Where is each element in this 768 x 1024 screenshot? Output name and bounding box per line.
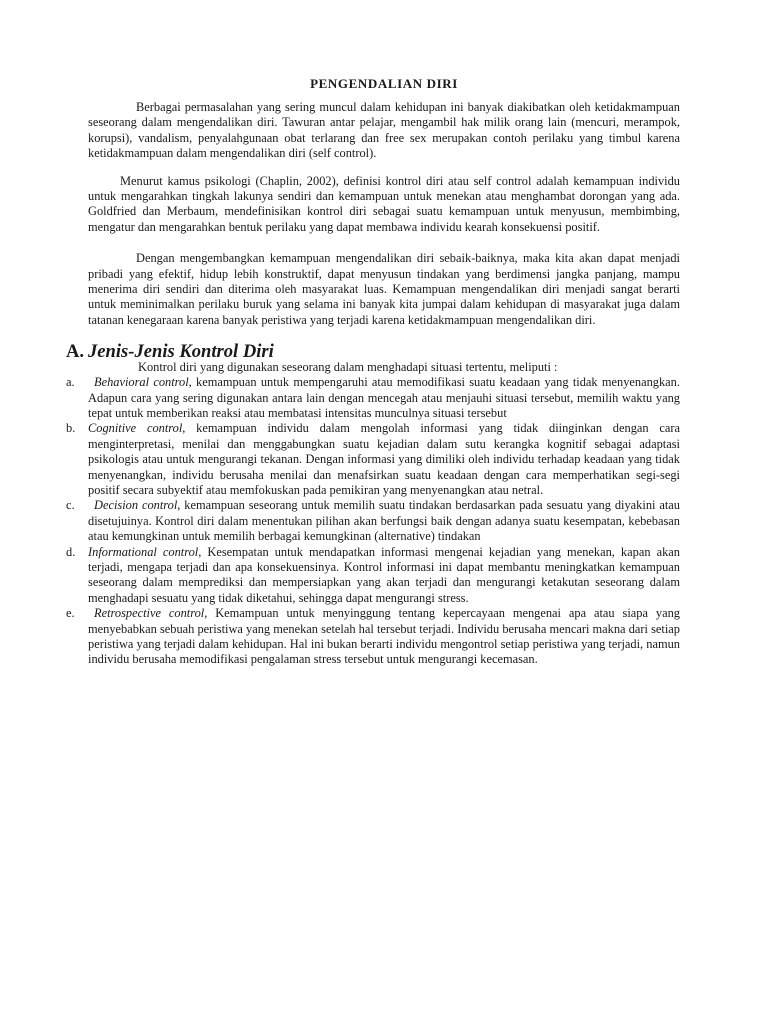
paragraph-intro: Berbagai permasalahan yang sering muncul dalam kehidupan ini banyak diakibatkan oleh ketidakmampuan seseorang dalam mengendalikan diri. Tawuran antar pelajar, mengambil hak milik orang lain (mencuri, merampok, korupsi), vandalism, penyalahgunaan obat terlarang dan free sex merupakan contoh perilaku yang timbul karena ketidakmampuan dalam mengendalikan diri (self control). — [88, 100, 680, 161]
paragraph-benefits: Dengan mengembangkan kemampuan mengendalikan diri sebaik-baiknya, maka kita akan dapat menjadi pribadi yang efektif, hidup lebih konstruktif, dapat menyusun tindakan yang berdimensi jangka panjang, mampu menerima diri sendiri dan diterima oleh masyarakat luas. Kemampuan mengendalikan diri menjadi sangat berarti untuk meminimalkan perilaku buruk yang selama ini banyak kita jumpai dalam kehidupan di masyarakat juga dalam tatanan kenegaraan karena banyak peristiwa yang terjadi karena ketidakmampuan mengendalikan diri. — [88, 251, 680, 327]
section-heading-text: Jenis-Jenis Kontrol Diri — [88, 341, 274, 363]
list-item-term: Informational control — [88, 544, 199, 559]
list-item-letter: d. — [66, 544, 76, 559]
list-item-text: , Kesempatan untuk mendapatkan informasi mengenai kejadian yang menekan, kapan akan terjadi, mengapa terjadi dan apa konsekuensinya. Kontrol informasi ini dapat membantu meningkatkan kemampuan seseorang dalam memprediksi dan mempersiapkan yang akan terjadi dan mengurangi ketakutan seseorang dalam menghadapi sesuatu yang tidak diketahui, sehingga dapat mengurangi stress. — [88, 544, 680, 605]
paragraph-definition: Menurut kamus psikologi (Chaplin, 2002), definisi kontrol diri atau self control adalah kemampuan individu untuk mengarahkan tingkah lakunya sendiri dan kemampuan untuk menekan atau menghambat dorongan yang ada. Goldfried dan Merbaum, mendefinisikan kontrol diri sebagai suatu kemampuan untuk menyusun, membimbing, mengatur dan mengarahkan bentuk perilaku yang dapat membawa individu kearah konsekuensi positif. — [88, 173, 680, 234]
list-item-term: Behavioral control — [94, 375, 189, 390]
list-item-behavioral — [66, 375, 680, 421]
list-item-informational — [66, 544, 680, 607]
control-type-list — [66, 375, 680, 668]
document-title: PENGENDALIAN DIRI — [310, 76, 458, 91]
list-item-letter: c. — [66, 498, 75, 513]
list-item-cognitive — [66, 421, 680, 498]
list-item-retrospective — [66, 606, 680, 668]
section-letter: A. — [66, 341, 85, 363]
section-heading — [66, 341, 680, 363]
list-item-term: Retrospective control — [94, 606, 205, 621]
list-item-text: , kemampuan individu dalam mengolah informasi yang tidak diinginkan dengan cara menginterpretasi, menilai dan menggabungkan suatu kejadian dalam sutu kerangka kognitif sebagai adaptasi psikologis atau untuk mengurangi tekanan. Dengan informasi yang dimiliki oleh individu terhadap keadaan yang tidak menyenangkan, individu berusaha menilai dan menafsirkan suatu keadaan dengan cara memperhatikan segi-segi positif secara subyektif atau memfokuskan pada pemikiran yang menyenangkan atau netral. — [88, 421, 680, 497]
list-item-term: Cognitive control — [88, 421, 183, 436]
list-item-decision — [66, 498, 680, 544]
section-jenis-kontrol — [66, 341, 680, 668]
list-item-text: , Kemampuan untuk menyinggung tentang kepercayaan mengenai apa atau siapa yang menyebabkan sebuah peristiwa yang menekan setelah hal tersebut terjadi. Individu berusaha mencari makna dari setiap peristiwa yang terjadi dalam kehidupan. Hal ini bukan berarti individu mengontrol setiap peristiwa yang terjadi, namun individu berusaha memodifikasi pengalaman stress tersebut untuk mengurangi kecemasan. — [88, 606, 680, 667]
document-body — [66, 100, 680, 668]
list-item-term: Decision control — [94, 498, 178, 513]
list-item-letter: e. — [66, 606, 75, 621]
list-item-text: , kemampuan untuk mempengaruhi atau memodifikasi suatu keadaan yang tidak menyenangkan. Adapun cara yang sering digunakan antara lain dengan mencegah atau menjauhi situasi tersebut, memilih waktu yang tepat untuk memberikan reaksi atau membatasi intensitas munculnya situasi tersebut — [88, 375, 680, 420]
list-item-text: , kemampuan seseorang untuk memilih suatu tindakan berdasarkan pada sesuatu yang diyakini atau disetujuinya. Kontrol diri dalam menentukan pilihan akan berfungsi baik dengan adanya suatu kesempatan, kebebasan atau kemungkinan untuk memilih berbagai kemungkinan (alternative) tindakan — [88, 498, 680, 544]
list-item-letter: a. — [66, 375, 75, 390]
list-item-letter: b. — [66, 421, 76, 436]
section-intro: Kontrol diri yang digunakan seseorang dalam menghadapi situasi tertentu, meliputi : — [138, 359, 558, 374]
